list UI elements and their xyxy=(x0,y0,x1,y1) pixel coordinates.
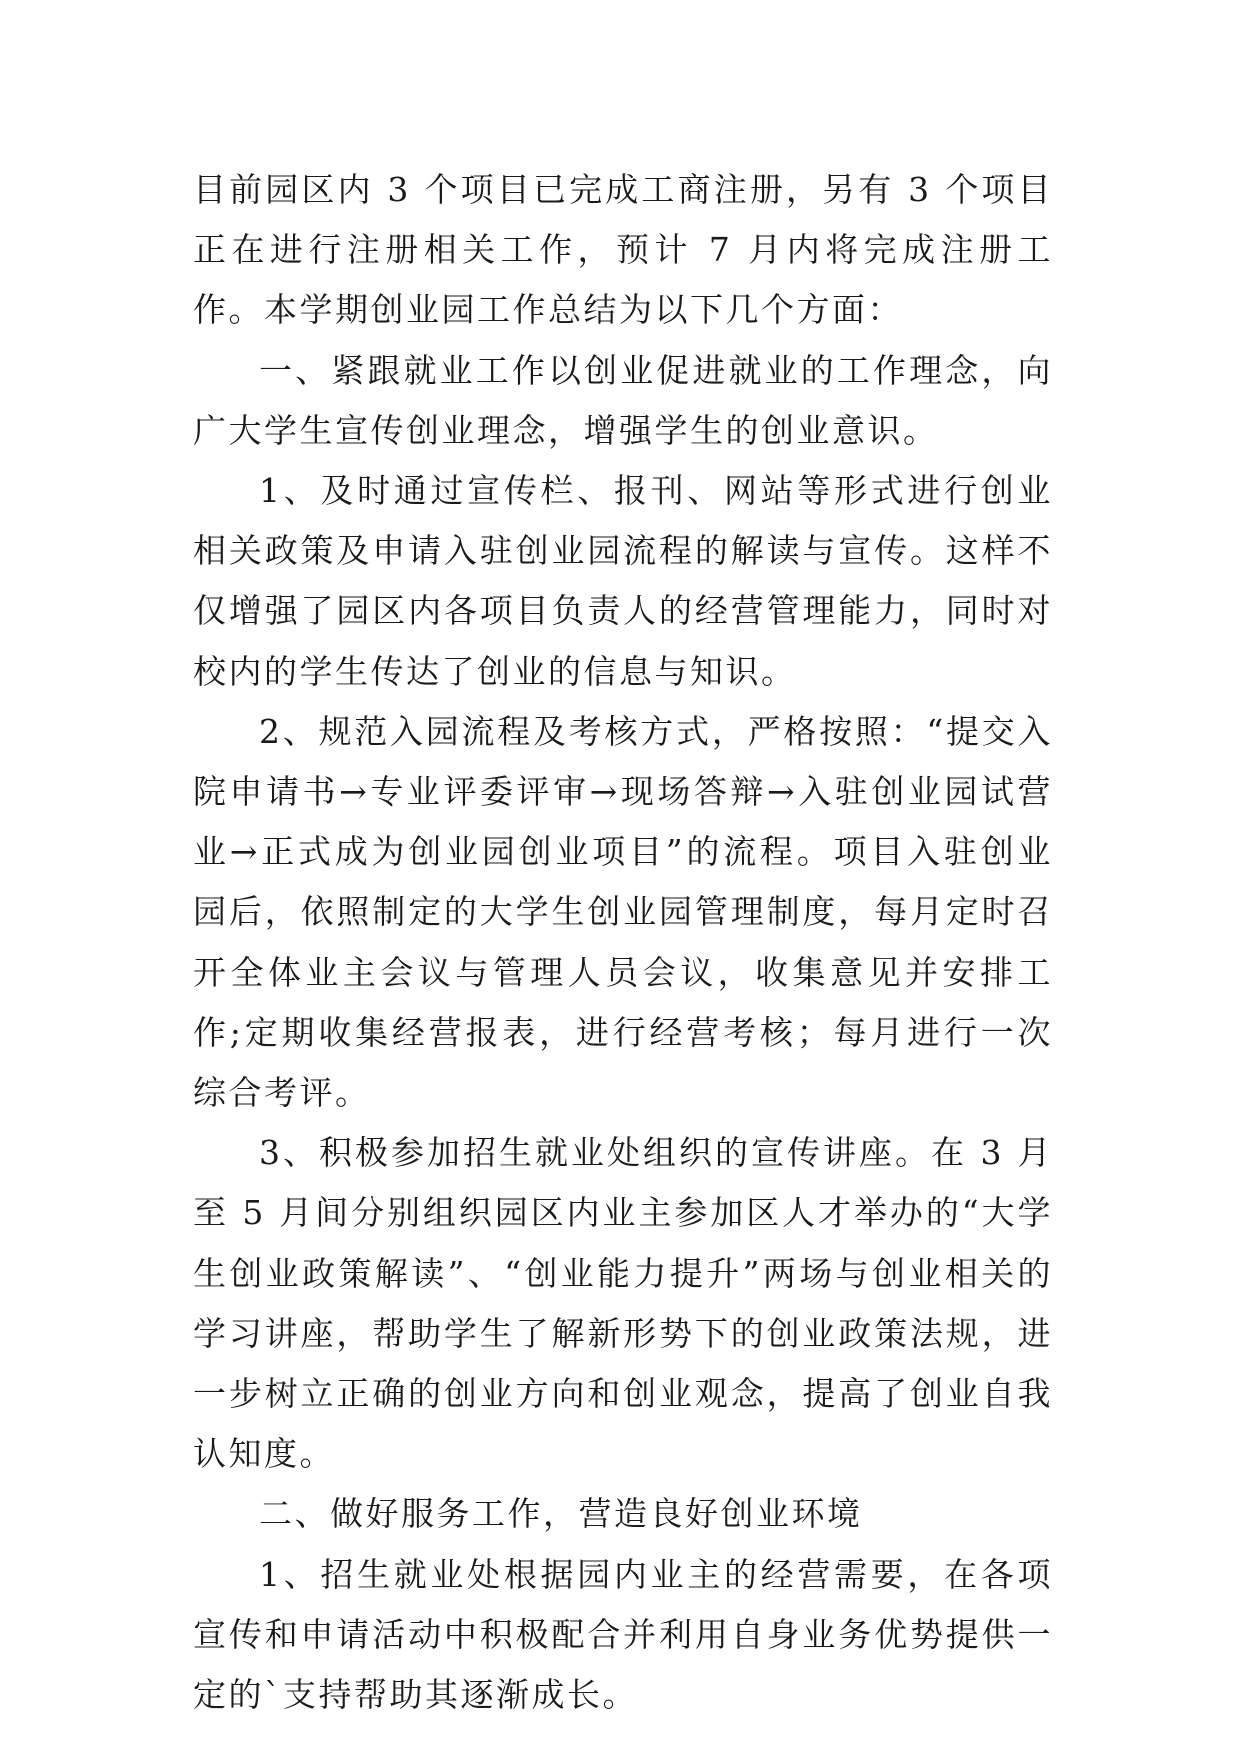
paragraph-item-3-lectures: 3、积极参加招生就业处组织的宣传讲座。在 3 月至 5 月间分别组织园区内业主参加区人才举办的“大学生创业政策解读”、“创业能力提升”两场与创业相关的学习讲座，帮助学生了解新形势下的创业政策法规，进一步树立正确的创业方向和创业观念，提高了创业自我认知度。 xyxy=(193,1133,1053,1474)
paragraph-intro: 目前园区内 3 个项目已完成工商注册，另有 3 个项目正在进行注册相关工作，预计 7 月内将完成注册工作。本学期创业园工作总结为以下几个方面： xyxy=(193,170,1053,330)
paragraph-section-two-heading: 二、做好服务工作，营造良好创业环境 xyxy=(259,1494,863,1534)
paragraph-section-one-heading: 一、紧跟就业工作以创业促进就业的工作理念，向广大学生宣传创业理念，增强学生的创业意识。 xyxy=(193,350,1053,450)
paragraph-item-1-publicity: 1、及时通过宣传栏、报刊、网站等形式进行创业相关政策及申请入驻创业园流程的解读与宣传。这样不仅增强了园区内各项目负责人的经营管理能力，同时对校内的学生传达了创业的信息与知识。 xyxy=(193,471,1053,691)
document-body xyxy=(193,160,1053,1725)
paragraph-section-two-item-1: 1、招生就业处根据园内业主的经营需要，在各项宣传和申请活动中积极配合并利用自身业务优势提供一定的`支持帮助其逐渐成长。 xyxy=(193,1554,1053,1715)
paragraph-item-2-process: 2、规范入园流程及考核方式，严格按照：“提交入院申请书→专业评委评审→现场答辩→入驻创业园试营业→正式成为创业园创业项目”的流程。项目入驻创业园后，依照制定的大学生创业园管理制度，每月定时召开全体业主会议与管理人员会议，收集意见并安排工作;定期收集经营报表，进行经营考核；每月进行一次综合考评。 xyxy=(193,711,1053,1113)
